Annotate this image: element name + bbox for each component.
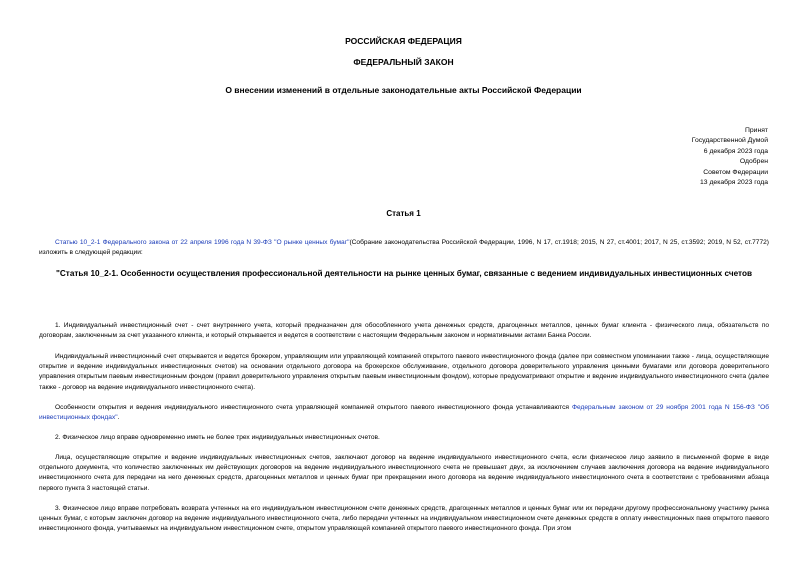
law-link[interactable]: Статью 10_2-1 Федерального закона от 22 апреля 1996 года N 39-ФЗ "О рынке ценных бумаг": [55, 239, 350, 246]
adoption-date: 6 декабря 2023 года: [703, 147, 768, 155]
country-heading: РОССИЙСКАЯ ФЕДЕРАЦИЯ: [345, 36, 462, 46]
adoption-block: [692, 126, 768, 188]
approval-line: Одобрен: [739, 158, 768, 166]
approval-line: Советом Федерации: [703, 168, 768, 176]
adoption-line: Государственной Думой: [691, 137, 768, 145]
paragraph: [39, 403, 769, 423]
document-title: О внесении изменений в отдельные законодательные акты Российской Федерации: [225, 85, 582, 95]
article-title: Статья 1: [386, 209, 421, 218]
document-type-heading: ФЕДЕРАЛЬНЫЙ ЗАКОН: [353, 57, 454, 67]
paragraph-text: Особенности открытия и ведения индивидуального инвестиционного счета управляющей компанией открытого паевого инвестиционного фонда устанавливаются: [55, 404, 572, 411]
quoted-article-heading: "Статья 10_2-1. Особенности осуществления профессиональной деятельности на рынке ценных бумаг, связанные с ведением индивидуальных инвестиционных счетов: [56, 269, 752, 278]
paragraph: Индивидуальный инвестиционный счет открывается и ведется брокером, управляющим или управляющей компанией открытого паевого инвестиционного фонда (далее при совместном упоминании также - лица, осуществляющие открытие и ведение индивидуальных инвестиционных счетов) на основании отдельного договора на брокерское обслуживание, отдельного договора доверительного управления ценными бумагами или договора доверительного управления открытым паевым инвестиционным фондом (правил доверительного управления открытым паевым инвестиционным фондом), которые предусматривают открытие и ведение индивидуального инвестиционного счета (далее также - договор на ведение индивидуального инвестиционного счета).: [39, 353, 769, 391]
adoption-line: Принят: [744, 127, 768, 134]
paragraph: 3. Физическое лицо вправе потребовать возврата учтенных на его индивидуальном инвестиционном счете денежных средств, драгоценных металлов и ценных бумаг или их передачи другому профессиональному участнику рынка ценных бумаг, с которым заключен договор на ведение индивидуального инвестиционного счета, либо передачи учтенных на индивидуальном инвестиционном счете денежных средств в оплату инвестиционных паев открытого паевого инвестиционного фонда, учитываемых на индивидуальном инвестиционном счете, открытом управляющей компанией открытого паевого инвестиционного фонда. При этом: [39, 505, 769, 533]
paragraph: Лица, осуществляющие открытие и ведение индивидуальных инвестиционных счетов, заключают договор на ведение индивидуального инвестиционного счета, если физическое лицо заявило в письменной форме в виде отдельного документа, что количество заключенных им действующих договоров на ведение индивидуального инвестиционного счета не превышает двух, за исключением случаев заключения договора на ведение индивидуального инвестиционного счета для передачи на него денежных средств, драгоценных металлов и ценных бумаг при прекращении иного договора на ведение индивидуального инвестиционного счета в соответствии с требованиями абзаца первого пункта 3 настоящей статьи.: [39, 454, 769, 492]
article-intro: [39, 238, 769, 258]
approval-date: 13 декабря 2023 года: [700, 179, 768, 187]
intro-text: (Собрание законодательства Российской Федерации, 1996, N 17, ст.1918; 2015, N 27, ст.4001; 2017, N 25, ст.3592; 2019, N 52, ст.7772) изложить в следующей редакции:: [39, 239, 769, 257]
paragraph: 2. Физическое лицо вправе одновременно иметь не более трех индивидуальных инвестиционных счетов.: [55, 434, 380, 441]
paragraph: 1. Индивидуальный инвестиционный счет - счет внутреннего учета, который предназначен для обособленного учета денежных средств, драгоценных металлов, ценных бумаг клиента - физического лица, обязательств по договорам, заключенным за счет указанного клиента, и который открывается и ведется в соответствии с настоящим Федеральным законом и нормативными актами Банка России.: [39, 322, 769, 340]
law-link[interactable]: Федеральным законом от 29 ноября 2001 года N 156-ФЗ "Об инвестиционных фондах": [39, 404, 769, 422]
paragraph-text: .: [117, 414, 120, 422]
